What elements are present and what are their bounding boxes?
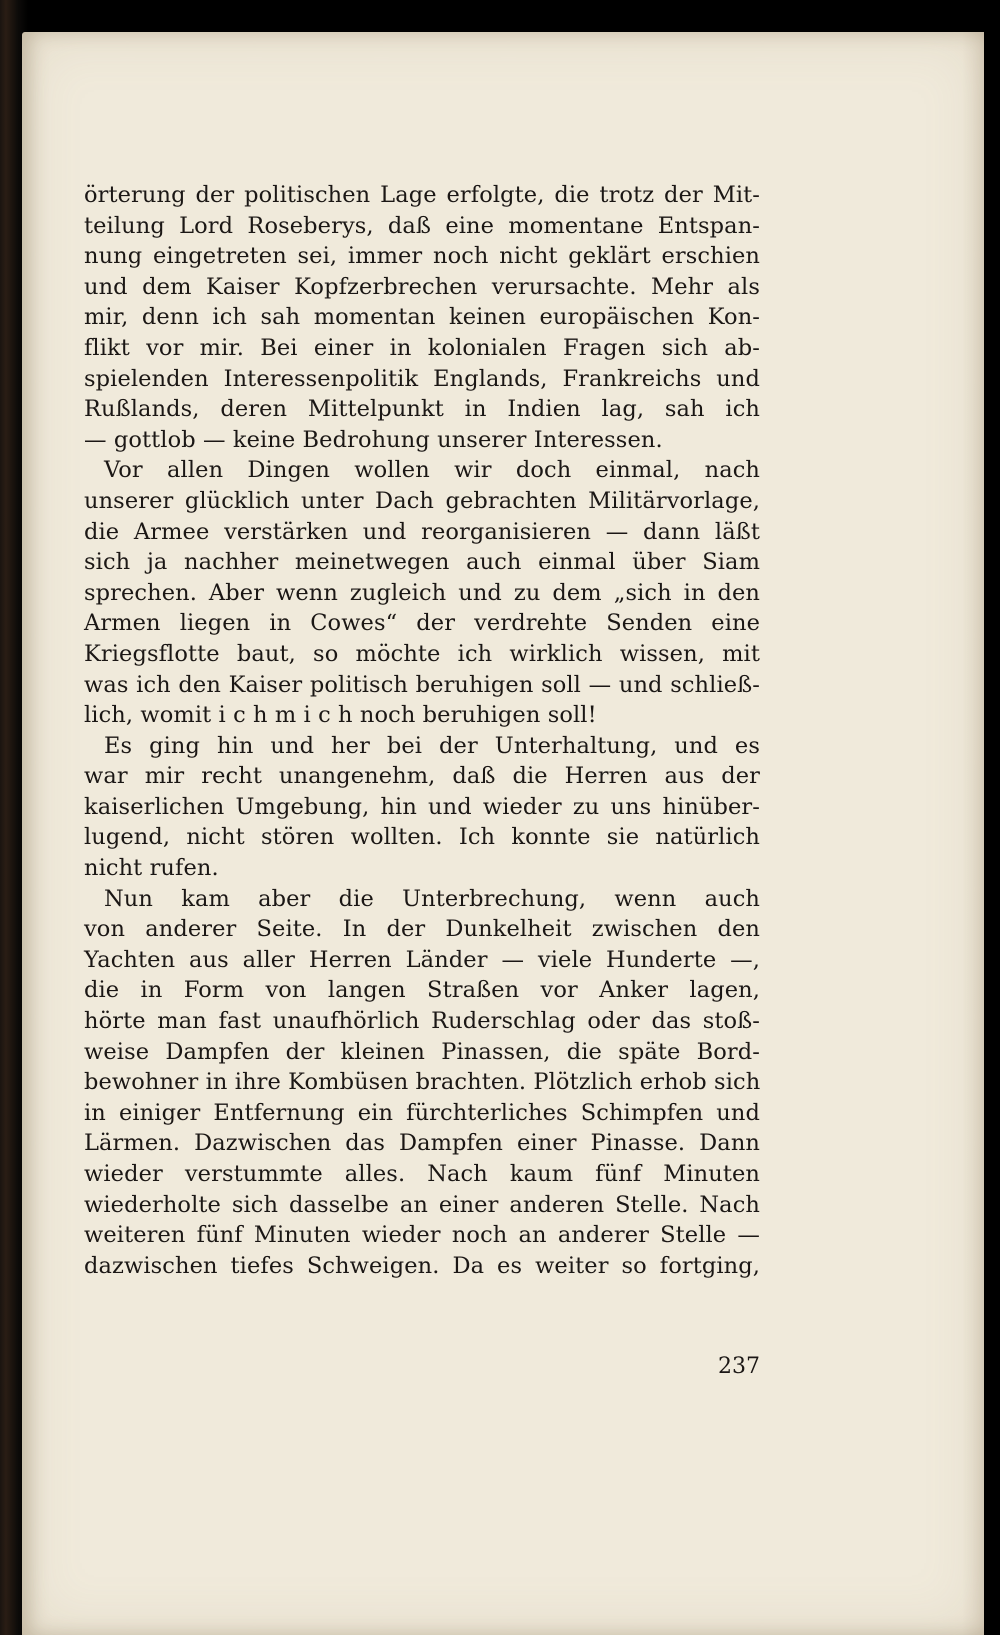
- text-line: weiteren fünf Minuten wieder noch an anderer Stelle —: [84, 1222, 760, 1249]
- text-line: Armen liegen in Cowes“ der verdrehte Senden eine: [84, 610, 760, 637]
- text-line: teilung Lord Roseberys, daß eine momentane Entspan-: [84, 212, 760, 239]
- text-line: bewohner in ihre Kombüsen brachten. Plötzlich erhob sich: [84, 1069, 761, 1096]
- text-line: Lärmen. Dazwischen das Dampfen einer Pinasse. Dann: [84, 1130, 760, 1157]
- text-line: Yachten aus aller Herren Länder — viele Hunderte —,: [84, 946, 760, 973]
- body-text: [84, 180, 760, 1281]
- text-line: kaiserlichen Umgebung, hin und wieder zu uns hinüber-: [84, 793, 760, 820]
- text-line: Rußlands, deren Mittelpunkt in Indien lag, sah ich: [84, 396, 760, 423]
- text-line: nicht rufen.: [84, 855, 219, 882]
- text-line: in einiger Entfernung ein fürchterliches Schimpfen und: [84, 1099, 760, 1126]
- text-line: unserer glücklich unter Dach gebrachten Militärvorlage,: [84, 487, 760, 514]
- text-line: Kriegsflotte baut, so möchte ich wirklich wissen, mit: [84, 640, 760, 667]
- text-line: die Armee verstärken und reorganisieren — dann läßt: [84, 518, 760, 545]
- text-line: lugend, nicht stören wollten. Ich konnte sie natürlich: [84, 824, 760, 851]
- text-line: von anderer Seite. In der Dunkelheit zwischen den: [84, 916, 760, 943]
- text-line: lich, womit i c h m i c h noch beruhigen soll!: [84, 702, 597, 729]
- text-line: sprechen. Aber wenn zugleich und zu dem „sich in den: [84, 579, 760, 606]
- text-line: örterung der politischen Lage erfolgte, die trotz der Mit-: [84, 182, 760, 208]
- paragraph-start-line: Nun kam aber die Unterbrechung, wenn auch: [104, 885, 760, 912]
- text-line: die in Form von langen Straßen vor Anker lagen,: [84, 977, 760, 1004]
- text-line: sich ja nachher meinetwegen auch einmal über Siam: [84, 549, 760, 576]
- text-line: — gottlob — keine Bedrohung unserer Interessen.: [84, 426, 663, 453]
- text-line: mir, denn ich sah momentan keinen europäischen Kon-: [84, 304, 760, 331]
- paragraph-start-line: Vor allen Dingen wollen wir doch einmal, nach: [104, 457, 760, 484]
- text-line: weise Dampfen der kleinen Pinassen, die späte Bord-: [84, 1038, 760, 1065]
- text-line: wiederholte sich dasselbe an einer anderen Stelle. Nach: [84, 1191, 760, 1218]
- page-number: 237: [718, 1354, 760, 1379]
- text-line: hörte man fast unaufhörlich Ruderschlag oder das stoß-: [84, 1008, 760, 1035]
- text-line: was ich den Kaiser politisch beruhigen soll — und schließ-: [84, 671, 760, 698]
- book-page: [22, 32, 984, 1635]
- text-line: dazwischen tiefes Schweigen. Da es weiter so fortging,: [84, 1252, 760, 1279]
- paragraph-start-line: Es ging hin und her bei der Unterhaltung, und es: [104, 732, 760, 759]
- text-line: spielenden Interessenpolitik Englands, Frankreichs und: [84, 365, 760, 392]
- text-line: flikt vor mir. Bei einer in kolonialen Fragen sich ab-: [84, 334, 760, 361]
- text-line: war mir recht unangenehm, daß die Herren aus der: [84, 763, 760, 790]
- text-line: und dem Kaiser Kopfzerbrechen verursachte. Mehr als: [84, 273, 760, 300]
- text-line: wieder verstummte alles. Nach kaum fünf Minuten: [84, 1161, 760, 1187]
- text-line: nung eingetreten sei, immer noch nicht geklärt erschien: [84, 243, 760, 270]
